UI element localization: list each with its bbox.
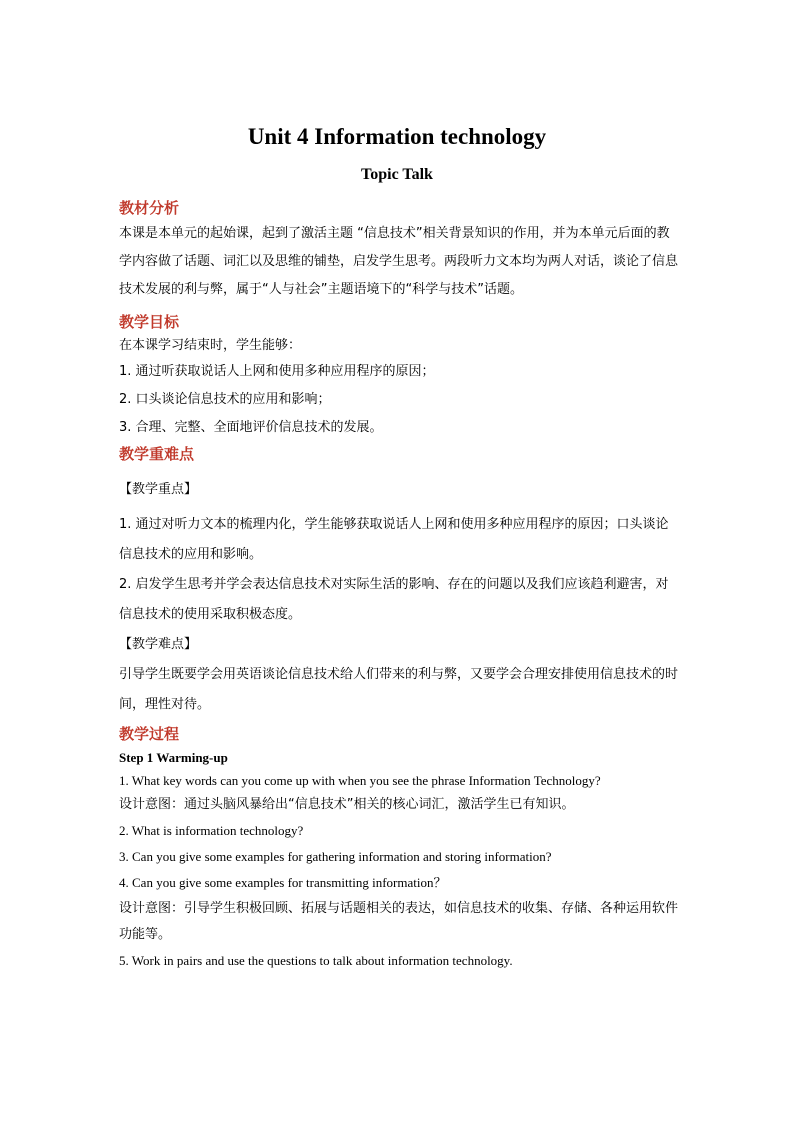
- step-1-title: Step 1 Warming-up: [119, 750, 228, 765]
- objectives-intro: 在本课学习结束时，学生能够：: [119, 338, 302, 353]
- question-2: 2. What is information technology?: [119, 823, 304, 838]
- difficulty-text: 引导学生既要学会用英语谈论信息技术给人们带来的利与弊，又要学会合理安排使用信息技术的时间，理性对待。: [119, 667, 679, 712]
- design-intent-1: 设计意图：通过头脑风暴给出“信息技术”相关的核心词汇，激活学生已有知识。: [119, 797, 575, 812]
- document-subtitle: Topic Talk: [361, 166, 433, 183]
- question-3: 3. Can you give some examples for gathering information and storing information?: [119, 849, 552, 864]
- heading-process: 教学过程: [119, 725, 180, 743]
- heading-key-points: 教学重难点: [119, 445, 195, 463]
- question-5: 5. Work in pairs and use the questions to talk about information technology.: [119, 953, 513, 968]
- question-1: 1. What key words can you come up with when you see the phrase Information Technology?: [119, 773, 601, 788]
- objective-item-2: 2. 口头谈论信息技术的应用和影响；: [119, 392, 331, 407]
- document-title: Unit 4 Information technology: [247, 124, 547, 149]
- focus-item-2: 2. 启发学生思考并学会表达信息技术对实际生活的影响、存在的问题以及我们应该趋利避害，对信息技术的使用采取积极态度。: [119, 577, 669, 622]
- heading-objectives: 教学目标: [119, 313, 180, 331]
- question-4: 4. Can you give some examples for transmitting information？: [119, 875, 447, 890]
- difficulty-label: 【教学难点】: [119, 637, 198, 652]
- focus-label: 【教学重点】: [119, 482, 198, 497]
- design-intent-2: 设计意图：引导学生积极回顾、拓展与话题相关的表达，如信息技术的收集、存储、各种运用软件功能等。: [119, 901, 679, 942]
- document-body: [119, 196, 679, 974]
- focus-item-1: 1. 通过对听力文本的梳理内化，学生能够获取说话人上网和使用多种应用程序的原因；口头谈论信息技术的应用和影响。: [119, 517, 669, 562]
- objective-item-3: 3. 合理、完整、全面地评价信息技术的发展。: [119, 420, 383, 435]
- objective-item-1: 1. 通过听获取说话人上网和使用多种应用程序的原因；: [119, 364, 435, 379]
- analysis-text: 本课是本单元的起始课，起到了激活主题 “信息技术”相关背景知识的作用，并为本单元后面的教学内容做了话题、词汇以及思维的铺垫，启发学生思考。两段听力文本均为两人对话，谈论了信息技术发展的利与弊，属于“人与社会”主题语境下的“科学与技术”话题。: [119, 226, 679, 297]
- heading-analysis: 教材分析: [119, 199, 180, 217]
